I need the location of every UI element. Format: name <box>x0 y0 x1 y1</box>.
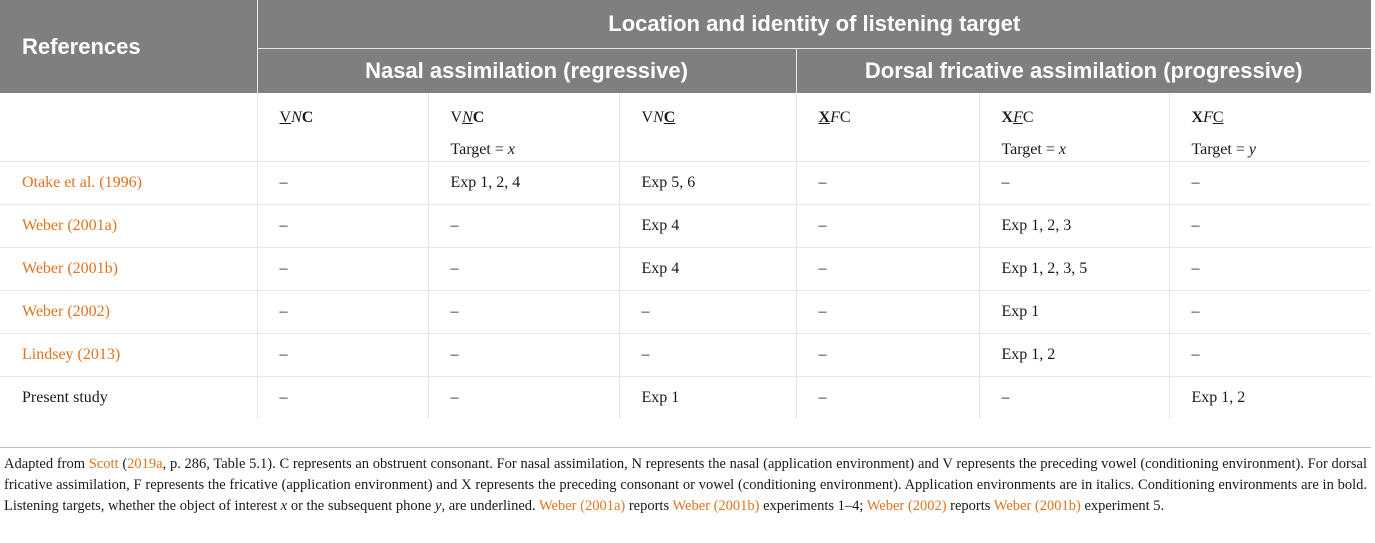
subheader-xfc-1: XFC <box>796 93 979 161</box>
table-footnote: Adapted from Scott (2019a, p. 286, Table 5.1). C represents an obstruent consonant. For nasal assimilation, N represents the nasal (application environment) and V represents the preceding vowel (conditioning environment). For dorsal fricative assimilation, F represents the fricative (application environment) and X represents the preceding consonant or vowel (conditioning environment). Application environments are in italics. Conditioning environments are in bold. Listening targets, whether the object of interest x or the subsequent phone y, are underlined. Weber (2001a) reports Weber (2001b) experiments 1–4; Weber (2002) reports Weber (2001b) experiment 5. <box>0 447 1371 517</box>
ref-link-otake[interactable]: Otake et al. (1996) <box>22 173 142 191</box>
cell: – <box>428 247 619 290</box>
table-row <box>0 204 1371 247</box>
location-title: Location and identity of listening target <box>257 0 1371 49</box>
cell: – <box>257 247 428 290</box>
weber-2001b-link[interactable]: Weber (2001b) <box>672 498 760 514</box>
cell: Exp 4 <box>619 204 796 247</box>
cell: – <box>1169 204 1371 247</box>
cell: – <box>979 376 1169 419</box>
references-header: References <box>0 0 257 93</box>
subheader-xfc-3: XFC Target = y <box>1191 109 1256 158</box>
cell: – <box>1169 161 1371 204</box>
ref-link-weber-2001b[interactable]: Weber (2001b) <box>22 259 119 277</box>
subheader-xfc-2: XFC Target = x <box>979 93 1169 161</box>
weber-2002-link[interactable]: Weber (2002) <box>866 498 947 514</box>
ref-cell[interactable] <box>0 333 257 376</box>
cell: Exp 1 <box>979 290 1169 333</box>
table-row <box>0 333 1371 376</box>
cell: – <box>257 161 428 204</box>
cell: – <box>1169 290 1371 333</box>
ref-link-weber-2002[interactable]: Weber (2002) <box>22 302 111 320</box>
cell: Exp 1, 2 <box>1169 376 1371 419</box>
subheader-vnc-2: VNC Target = x <box>428 93 619 161</box>
ref-cell[interactable] <box>0 290 257 333</box>
cell: – <box>428 204 619 247</box>
weber-2001b-link-2[interactable]: Weber (2001b) <box>993 498 1081 514</box>
cell: – <box>796 161 979 204</box>
cell: – <box>796 376 979 419</box>
cell: – <box>428 376 619 419</box>
cell: – <box>428 290 619 333</box>
ref-link-weber-2001a[interactable]: Weber (2001a) <box>22 216 118 234</box>
cell: – <box>796 290 979 333</box>
cell: – <box>619 290 796 333</box>
cell: – <box>257 333 428 376</box>
table-row <box>0 376 1371 419</box>
cell: – <box>257 376 428 419</box>
cell: Exp 1, 2, 4 <box>428 161 619 204</box>
cell: – <box>1169 333 1371 376</box>
cell: Exp 1, 2, 3, 5 <box>979 247 1169 290</box>
subheader-row <box>0 93 1371 161</box>
subheader-empty <box>0 93 257 161</box>
cell: – <box>257 290 428 333</box>
weber-2001a-link[interactable]: Weber (2001a) <box>539 498 626 514</box>
scott-year-link[interactable]: 2019a <box>127 456 163 472</box>
nasal-group-header: Nasal assimilation (regressive) <box>365 58 688 83</box>
dorsal-group-header: Dorsal fricative assimilation (progressive) <box>796 49 1371 94</box>
cell: – <box>257 204 428 247</box>
subheader-vnc-3: VNC <box>619 93 796 161</box>
scott-link[interactable]: Scott <box>88 456 119 472</box>
table-row <box>0 247 1371 290</box>
cell: Exp 1, 2 <box>979 333 1169 376</box>
cell: – <box>979 161 1169 204</box>
ref-cell[interactable] <box>0 161 257 204</box>
ref-cell[interactable] <box>0 247 257 290</box>
ref-cell[interactable] <box>0 204 257 247</box>
cell: Exp 1, 2, 3 <box>979 204 1169 247</box>
ref-cell-present-study: Present study <box>0 376 257 419</box>
cell: Exp 4 <box>619 247 796 290</box>
ref-link-lindsey[interactable]: Lindsey (2013) <box>22 345 121 363</box>
cell: – <box>1169 247 1371 290</box>
cell: Exp 5, 6 <box>619 161 796 204</box>
table-row <box>0 161 1371 204</box>
cell: – <box>796 204 979 247</box>
cell: – <box>796 247 979 290</box>
cell: Exp 1 <box>619 376 796 419</box>
subheader-vnc-1: VNC <box>257 93 428 161</box>
cell: – <box>619 333 796 376</box>
table-row <box>0 290 1371 333</box>
cell: – <box>428 333 619 376</box>
cell: – <box>796 333 979 376</box>
